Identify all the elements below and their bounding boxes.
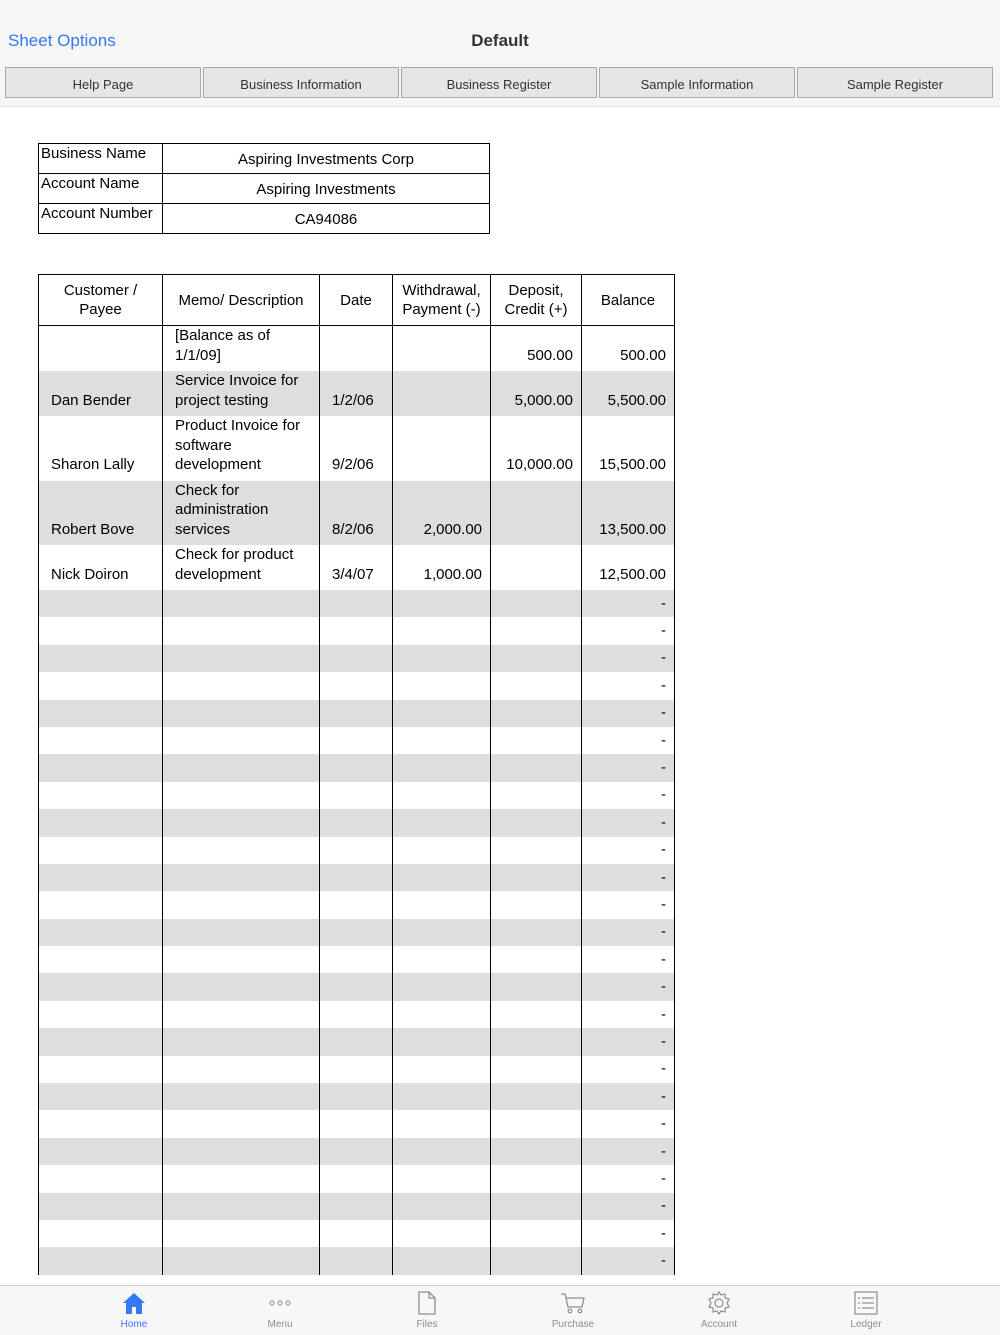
balance-cell[interactable]: - [582,809,675,836]
withdrawal-cell[interactable] [393,1193,491,1220]
deposit-cell[interactable] [491,645,582,672]
more-icon [267,1290,293,1316]
balance-cell[interactable]: - [582,1165,675,1192]
empty-table-row [39,700,675,727]
balance-cell[interactable]: - [582,919,675,946]
payee-cell[interactable]: Nick Doiron [39,545,163,590]
column-header-balance: Balance [582,275,675,326]
withdrawal-cell[interactable] [393,891,491,918]
withdrawal-cell[interactable] [393,700,491,727]
file-icon [414,1290,440,1316]
tab-sample-information[interactable]: Sample Information [599,67,795,98]
date-cell[interactable]: 8/2/06 [320,481,393,546]
balance-cell[interactable]: - [582,1220,675,1247]
date-cell[interactable]: 3/4/07 [320,545,393,590]
spreadsheet-area[interactable] [0,107,1000,1285]
deposit-cell[interactable] [491,919,582,946]
memo-cell[interactable] [163,864,320,891]
date-cell[interactable] [320,973,393,1000]
deposit-cell[interactable] [491,727,582,754]
date-cell[interactable] [320,891,393,918]
date-cell[interactable] [320,645,393,672]
date-cell[interactable] [320,672,393,699]
deposit-cell[interactable]: 500.00 [491,326,582,372]
empty-table-row [39,727,675,754]
page-title: Default [471,31,529,50]
tabbar-menu[interactable] [220,1290,340,1330]
balance-cell[interactable]: - [582,672,675,699]
empty-table-row [39,1110,675,1137]
deposit-cell[interactable] [491,809,582,836]
balance-cell[interactable]: - [582,617,675,644]
withdrawal-cell[interactable] [393,864,491,891]
tab-help-page[interactable]: Help Page [5,67,201,98]
withdrawal-cell[interactable] [393,782,491,809]
deposit-cell[interactable] [491,481,582,546]
empty-table-row [39,1193,675,1220]
payee-cell[interactable] [39,1247,163,1274]
empty-table-row [39,837,675,864]
deposit-cell[interactable]: 5,000.00 [491,371,582,416]
payee-cell[interactable] [39,891,163,918]
deposit-cell[interactable] [491,1083,582,1110]
column-header-date: Date [320,275,393,326]
balance-cell[interactable]: 15,500.00 [582,416,675,481]
withdrawal-cell[interactable] [393,1247,491,1274]
payee-cell[interactable] [39,645,163,672]
deposit-cell[interactable] [491,617,582,644]
date-cell[interactable] [320,946,393,973]
info-label: Account Name [39,174,163,204]
payee-cell[interactable] [39,1165,163,1192]
sheet-tabs [0,62,1000,107]
payee-cell[interactable] [39,809,163,836]
tabbar-label: Ledger [850,1319,882,1330]
date-cell[interactable] [320,1247,393,1274]
deposit-cell[interactable] [491,1138,582,1165]
memo-cell[interactable] [163,590,320,617]
payee-cell[interactable] [39,837,163,864]
date-cell[interactable] [320,809,393,836]
empty-table-row [39,645,675,672]
empty-table-row [39,1056,675,1083]
gear-icon [706,1290,732,1316]
withdrawal-cell[interactable] [393,1001,491,1028]
empty-table-row [39,590,675,617]
date-cell[interactable] [320,1193,393,1220]
date-cell[interactable] [320,326,393,372]
memo-cell[interactable] [163,1028,320,1055]
empty-table-row [39,919,675,946]
deposit-cell[interactable] [491,1028,582,1055]
payee-cell[interactable]: Dan Bender [39,371,163,416]
memo-cell[interactable] [163,809,320,836]
date-cell[interactable] [320,700,393,727]
memo-cell[interactable] [163,672,320,699]
deposit-cell[interactable] [491,837,582,864]
cart-icon [560,1290,586,1316]
info-label: Business Name [39,144,163,174]
withdrawal-cell[interactable] [393,617,491,644]
balance-cell[interactable]: 500.00 [582,326,675,372]
balance-cell[interactable]: - [582,645,675,672]
withdrawal-cell[interactable] [393,1220,491,1247]
table-row [39,416,675,481]
account-name-cell[interactable]: Aspiring Investments [163,174,490,204]
memo-cell[interactable] [163,617,320,644]
withdrawal-cell[interactable] [393,672,491,699]
bottom-tab-bar [0,1285,1000,1335]
memo-cell[interactable] [163,1165,320,1192]
withdrawal-cell[interactable] [393,590,491,617]
tabbar-files[interactable] [367,1290,487,1330]
deposit-cell[interactable] [491,1110,582,1137]
withdrawal-cell[interactable] [393,727,491,754]
payee-cell[interactable] [39,864,163,891]
memo-cell[interactable] [163,1220,320,1247]
balance-cell[interactable]: - [582,727,675,754]
date-cell[interactable] [320,1110,393,1137]
column-header-withdrawal: Withdrawal, Payment (-) [393,275,491,326]
empty-table-row [39,672,675,699]
payee-cell[interactable]: Sharon Lally [39,416,163,481]
withdrawal-cell[interactable] [393,371,491,416]
date-cell[interactable] [320,1056,393,1083]
balance-cell[interactable]: 12,500.00 [582,545,675,590]
empty-table-row [39,946,675,973]
table-row [39,545,675,590]
deposit-cell[interactable] [491,545,582,590]
withdrawal-cell[interactable] [393,946,491,973]
memo-cell[interactable]: [Balance as of 1/1/09] [163,326,320,372]
balance-cell[interactable]: - [582,1028,675,1055]
date-cell[interactable] [320,1001,393,1028]
deposit-cell[interactable] [491,891,582,918]
date-cell[interactable] [320,837,393,864]
date-cell[interactable] [320,864,393,891]
empty-table-row [39,809,675,836]
withdrawal-cell[interactable] [393,1138,491,1165]
sheet-options-button[interactable]: Sheet Options [8,31,116,50]
empty-table-row [39,754,675,781]
memo-cell[interactable] [163,700,320,727]
withdrawal-cell[interactable] [393,809,491,836]
business-name-cell[interactable]: Aspiring Investments Corp [163,144,490,174]
account-number-cell[interactable]: CA94086 [163,204,490,234]
empty-table-row [39,617,675,644]
withdrawal-cell[interactable] [393,754,491,781]
memo-cell[interactable] [163,973,320,1000]
payee-cell[interactable] [39,946,163,973]
memo-cell[interactable] [163,1110,320,1137]
deposit-cell[interactable] [491,946,582,973]
deposit-cell[interactable] [491,1165,582,1192]
balance-cell[interactable]: - [582,891,675,918]
memo-cell[interactable] [163,1083,320,1110]
memo-cell[interactable]: Product Invoice for software development [163,416,320,481]
balance-cell[interactable]: - [582,1110,675,1137]
payee-cell[interactable] [39,1028,163,1055]
date-cell[interactable] [320,782,393,809]
deposit-cell[interactable] [491,782,582,809]
withdrawal-cell[interactable] [393,1028,491,1055]
payee-cell[interactable] [39,326,163,372]
tabbar-label: Purchase [551,1319,595,1330]
empty-table-row [39,973,675,1000]
table-row [39,481,675,546]
tabbar-label: Menu [267,1319,293,1330]
deposit-cell[interactable] [491,700,582,727]
info-row [39,144,490,174]
balance-cell[interactable]: - [582,1083,675,1110]
date-cell[interactable] [320,1220,393,1247]
withdrawal-cell[interactable] [393,1083,491,1110]
info-row [39,174,490,204]
deposit-cell[interactable] [491,1056,582,1083]
tabbar-label: Home [120,1319,148,1330]
memo-cell[interactable] [163,1193,320,1220]
deposit-cell[interactable] [491,590,582,617]
empty-table-row [39,891,675,918]
memo-cell[interactable] [163,645,320,672]
home-icon [121,1290,147,1316]
info-row [39,204,490,234]
balance-cell[interactable]: - [582,864,675,891]
tabbar-account[interactable] [659,1290,779,1330]
date-cell[interactable]: 9/2/06 [320,416,393,481]
deposit-cell[interactable] [491,1001,582,1028]
deposit-cell[interactable] [491,973,582,1000]
payee-cell[interactable] [39,617,163,644]
memo-cell[interactable] [163,727,320,754]
column-header-memo: Memo/ Description [163,275,320,326]
date-cell[interactable] [320,1165,393,1192]
payee-cell[interactable] [39,1193,163,1220]
deposit-cell[interactable] [491,1193,582,1220]
column-header-deposit: Deposit, Credit (+) [491,275,582,326]
payee-cell[interactable] [39,672,163,699]
date-cell[interactable] [320,617,393,644]
balance-cell[interactable]: - [582,973,675,1000]
withdrawal-cell[interactable] [393,1110,491,1137]
payee-cell[interactable] [39,1220,163,1247]
balance-cell[interactable]: - [582,1247,675,1274]
date-cell[interactable] [320,590,393,617]
balance-cell[interactable]: - [582,782,675,809]
business-info-table [38,143,490,234]
payee-cell[interactable] [39,1083,163,1110]
memo-cell[interactable] [163,782,320,809]
payee-cell[interactable]: Robert Bove [39,481,163,546]
tabbar-label: Files [416,1319,438,1330]
date-cell[interactable]: 1/2/06 [320,371,393,416]
payee-cell[interactable] [39,782,163,809]
payee-cell[interactable] [39,590,163,617]
withdrawal-cell[interactable] [393,1056,491,1083]
tabbar-purchase[interactable] [513,1290,633,1330]
memo-cell[interactable]: Service Invoice for project testing [163,371,320,416]
table-row [39,326,675,372]
memo-cell[interactable] [163,1001,320,1028]
payee-cell[interactable] [39,973,163,1000]
payee-cell[interactable] [39,919,163,946]
empty-table-row [39,1138,675,1165]
balance-cell[interactable]: - [582,1193,675,1220]
tabbar-label: Account [700,1319,738,1330]
date-cell[interactable] [320,919,393,946]
balance-cell[interactable]: 13,500.00 [582,481,675,546]
memo-cell[interactable] [163,919,320,946]
balance-cell[interactable]: - [582,837,675,864]
empty-table-row [39,1165,675,1192]
tab-business-register[interactable]: Business Register [401,67,597,98]
memo-cell[interactable] [163,1056,320,1083]
empty-table-row [39,1247,675,1274]
memo-cell[interactable]: Check for product development [163,545,320,590]
tabbar-ledger[interactable] [806,1290,926,1330]
withdrawal-cell[interactable] [393,919,491,946]
tab-sample-register[interactable]: Sample Register [797,67,993,98]
memo-cell[interactable] [163,946,320,973]
withdrawal-cell[interactable] [393,326,491,372]
balance-cell[interactable]: - [582,754,675,781]
table-row [39,371,675,416]
withdrawal-cell[interactable] [393,645,491,672]
column-header-payee: Customer / Payee [39,275,163,326]
withdrawal-cell[interactable] [393,1165,491,1192]
balance-cell[interactable]: - [582,1138,675,1165]
memo-cell[interactable] [163,1247,320,1274]
payee-cell[interactable] [39,1138,163,1165]
empty-table-row [39,864,675,891]
list-icon [853,1290,879,1316]
memo-cell[interactable] [163,754,320,781]
date-cell[interactable] [320,727,393,754]
memo-cell[interactable]: Check for administration services [163,481,320,546]
memo-cell[interactable] [163,837,320,864]
info-label: Account Number [39,204,163,234]
register-table [38,274,675,1275]
deposit-cell[interactable] [491,754,582,781]
empty-table-row [39,1220,675,1247]
withdrawal-cell[interactable]: 1,000.00 [393,545,491,590]
tab-business-information[interactable]: Business Information [203,67,399,98]
payee-cell[interactable] [39,727,163,754]
payee-cell[interactable] [39,700,163,727]
payee-cell[interactable] [39,1056,163,1083]
date-cell[interactable] [320,1138,393,1165]
tabbar-home[interactable] [74,1290,194,1330]
withdrawal-cell[interactable]: 2,000.00 [393,481,491,546]
memo-cell[interactable] [163,1138,320,1165]
balance-cell[interactable]: - [582,1001,675,1028]
empty-table-row [39,1083,675,1110]
deposit-cell[interactable]: 10,000.00 [491,416,582,481]
register-header-row [39,275,675,326]
date-cell[interactable] [320,754,393,781]
balance-cell[interactable]: - [582,946,675,973]
withdrawal-cell[interactable] [393,416,491,481]
balance-cell[interactable]: - [582,700,675,727]
balance-cell[interactable]: - [582,1056,675,1083]
payee-cell[interactable] [39,1110,163,1137]
empty-table-row [39,1028,675,1055]
payee-cell[interactable] [39,754,163,781]
deposit-cell[interactable] [491,864,582,891]
memo-cell[interactable] [163,891,320,918]
balance-cell[interactable]: 5,500.00 [582,371,675,416]
balance-cell[interactable]: - [582,590,675,617]
empty-table-row [39,782,675,809]
withdrawal-cell[interactable] [393,837,491,864]
deposit-cell[interactable] [491,1247,582,1274]
navigation-bar [0,0,1000,63]
deposit-cell[interactable] [491,672,582,699]
withdrawal-cell[interactable] [393,973,491,1000]
payee-cell[interactable] [39,1001,163,1028]
empty-table-row [39,1001,675,1028]
date-cell[interactable] [320,1083,393,1110]
deposit-cell[interactable] [491,1220,582,1247]
date-cell[interactable] [320,1028,393,1055]
